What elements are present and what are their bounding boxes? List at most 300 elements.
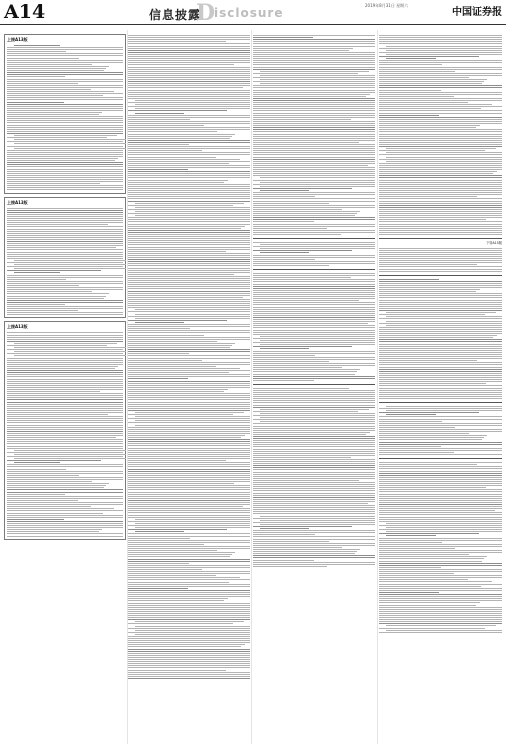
- text-line: [7, 220, 123, 221]
- text-line: [253, 188, 352, 189]
- text-line: [128, 609, 250, 610]
- text-line: [379, 333, 502, 334]
- text-line: [379, 264, 477, 265]
- text-line: [253, 127, 375, 128]
- text-line: [253, 463, 375, 464]
- text-line: [379, 412, 479, 413]
- text-line: [253, 138, 375, 139]
- text-line: [386, 148, 495, 149]
- text-line: [7, 402, 123, 403]
- text-line: [128, 603, 250, 604]
- text-line: [128, 460, 226, 461]
- text-line: [7, 231, 123, 232]
- text-line: [7, 536, 123, 537]
- text-line: [128, 134, 235, 135]
- text-line: [379, 344, 502, 345]
- text-line: [379, 632, 502, 633]
- text-line: [386, 414, 435, 415]
- text-line: [7, 460, 101, 461]
- text-line: [253, 250, 352, 251]
- text-line: [379, 466, 502, 467]
- text-line: [260, 413, 375, 414]
- text-line: [253, 415, 375, 416]
- text-line: [253, 64, 375, 65]
- text-line: [7, 89, 91, 90]
- text-line: [135, 318, 250, 319]
- text-line: [386, 157, 502, 158]
- text-line: [7, 249, 123, 250]
- text-line: [14, 462, 60, 463]
- text-line: [260, 186, 375, 187]
- text-line: [128, 161, 250, 162]
- text-line: [253, 277, 351, 278]
- text-line: [128, 163, 229, 164]
- text-line: [128, 75, 250, 76]
- text-line: [128, 554, 232, 555]
- text-line: [128, 575, 216, 576]
- text-line: [253, 257, 375, 258]
- text-line: [253, 313, 375, 314]
- text-line: [14, 135, 117, 136]
- text-line: [379, 41, 502, 42]
- text-line: [128, 466, 250, 467]
- text-line: [128, 655, 250, 656]
- masthead-logo: 中国证券报: [452, 7, 502, 18]
- text-line: [128, 263, 250, 264]
- text-line: [253, 564, 375, 565]
- text-line: [253, 213, 357, 214]
- text-line: [253, 265, 329, 266]
- text-line: [128, 284, 250, 285]
- text-line: [128, 402, 250, 403]
- text-line: [7, 281, 123, 282]
- text-block: [253, 242, 375, 266]
- text-line: [128, 544, 204, 545]
- text-line: [128, 487, 250, 488]
- text-line: [7, 385, 123, 386]
- text-line: [14, 355, 126, 356]
- text-line: [128, 337, 250, 338]
- text-line: [253, 290, 375, 291]
- text-line: [128, 448, 250, 449]
- text-line: [379, 159, 502, 160]
- text-line: [7, 277, 123, 278]
- text-line: [135, 100, 250, 101]
- text-line: [253, 228, 327, 229]
- text-line: [379, 123, 502, 124]
- text-line: [128, 305, 250, 306]
- text-line: [379, 377, 502, 378]
- text-line: [253, 321, 375, 322]
- text-line: [253, 165, 368, 166]
- text-line: [128, 71, 250, 72]
- text-line: [128, 439, 250, 440]
- text-line: [7, 256, 123, 257]
- text-line: [128, 628, 250, 629]
- text-line: [253, 87, 375, 88]
- text-line: [14, 268, 126, 269]
- text-line: [253, 411, 358, 412]
- text-line: [7, 279, 66, 280]
- text-line: [253, 388, 349, 389]
- text-line: [7, 237, 123, 238]
- text-line: [379, 228, 502, 229]
- text-line: [7, 527, 123, 528]
- column-3: [253, 34, 375, 742]
- text-line: [128, 330, 250, 331]
- text-line: [128, 282, 250, 283]
- text-line: [7, 397, 123, 398]
- text-line: [14, 450, 126, 451]
- text-line: [135, 207, 250, 208]
- text-line: [253, 131, 375, 132]
- text-line: [379, 327, 502, 328]
- text-line: [379, 514, 502, 515]
- text-line: [128, 261, 250, 262]
- text-line: [128, 429, 250, 430]
- text-line: [379, 369, 502, 370]
- text-line: [379, 87, 502, 88]
- section-title-en: isclosure: [214, 6, 284, 20]
- text-line: [128, 186, 250, 187]
- text-line: [253, 115, 375, 116]
- text-line: [379, 117, 502, 118]
- text-line: [379, 102, 468, 103]
- text-line: [128, 175, 250, 176]
- text-line: [7, 58, 79, 59]
- text-line: [7, 374, 123, 375]
- text-line: [7, 239, 123, 240]
- text-line: [379, 219, 486, 220]
- text-line: [128, 408, 250, 409]
- text-line: [253, 234, 341, 235]
- text-line: [379, 454, 502, 455]
- text-line: [379, 39, 502, 40]
- text-line: [7, 523, 123, 524]
- text-line: [253, 35, 375, 36]
- text-line: [260, 409, 369, 410]
- text-line: [379, 85, 502, 86]
- text-line: [128, 355, 250, 356]
- text-line: [379, 569, 502, 570]
- text-line: [253, 434, 366, 435]
- text-line: [128, 638, 250, 639]
- text-line: [253, 219, 375, 220]
- text-line: [7, 364, 123, 365]
- text-line: [128, 479, 250, 480]
- text-line: [253, 400, 375, 401]
- text-line: [7, 229, 123, 230]
- text-line: [7, 393, 123, 394]
- text-line: [253, 332, 375, 333]
- text-line: [253, 315, 375, 316]
- text-line: [128, 328, 190, 329]
- text-line: [7, 408, 123, 409]
- text-line: [379, 106, 502, 107]
- text-line: [128, 376, 250, 377]
- text-line: [253, 459, 375, 460]
- text-line: [128, 165, 250, 166]
- text-line: [253, 547, 342, 548]
- text-line: [7, 383, 123, 384]
- text-line: [379, 92, 502, 93]
- text-line: [379, 508, 502, 509]
- text-line: [128, 173, 250, 174]
- text-line: [253, 275, 375, 276]
- text-line: [253, 402, 375, 403]
- text-line: [253, 507, 375, 508]
- text-line: [135, 634, 250, 635]
- text-line: [260, 520, 375, 521]
- text-line: [253, 444, 375, 445]
- text-line: [253, 144, 375, 145]
- text-line: [253, 62, 375, 63]
- column-1: [4, 34, 126, 742]
- text-line: [7, 479, 123, 480]
- text-line: [7, 289, 123, 290]
- text-line: [128, 240, 250, 241]
- text-line: [128, 649, 250, 650]
- text-line: [253, 39, 375, 40]
- text-line: [379, 211, 502, 212]
- text-line: [379, 373, 502, 374]
- text-line: [7, 122, 123, 123]
- text-line: [128, 579, 250, 580]
- text-line: [379, 269, 502, 270]
- text-line: [7, 381, 123, 382]
- text-line: [379, 279, 439, 280]
- text-line: [253, 37, 313, 38]
- text-line: [379, 248, 502, 249]
- text-line: [7, 243, 123, 244]
- page-header: [0, 0, 506, 25]
- text-line: [128, 349, 250, 350]
- text-line: [379, 323, 502, 324]
- text-line: [128, 573, 250, 574]
- text-line: [379, 180, 502, 181]
- text-line: [379, 473, 502, 474]
- text-line: [7, 521, 123, 522]
- text-line: [253, 446, 375, 447]
- text-line: [253, 511, 375, 512]
- text-line: [7, 131, 123, 132]
- text-line: [128, 117, 250, 118]
- text-line: [128, 437, 241, 438]
- text-line: [128, 67, 250, 68]
- text-line: [253, 205, 375, 206]
- section-title-en-initial: D: [196, 0, 216, 26]
- text-line: [128, 483, 234, 484]
- text-line: [7, 87, 123, 88]
- text-line: [379, 62, 502, 63]
- column-4: [379, 34, 502, 742]
- text-line: [7, 152, 123, 153]
- text-line: [128, 125, 204, 126]
- text-line: [7, 208, 123, 209]
- text-line: [128, 79, 250, 80]
- text-line: [7, 433, 123, 434]
- text-line: [379, 64, 442, 65]
- text-line: [379, 173, 493, 174]
- text-line: [7, 83, 78, 84]
- text-line: [7, 504, 123, 505]
- text-line: [253, 98, 375, 99]
- text-line: [379, 258, 502, 259]
- text-line: [253, 108, 375, 109]
- text-line: [379, 217, 502, 218]
- text-line: [128, 316, 250, 317]
- text-line: [379, 390, 502, 391]
- text-line: [128, 619, 250, 620]
- text-line: [7, 494, 65, 495]
- text-line: [7, 60, 123, 61]
- text-line: [14, 264, 126, 265]
- text-line: [253, 246, 375, 247]
- text-line: [128, 92, 250, 93]
- block-divider: [379, 458, 502, 459]
- text-line: [7, 118, 123, 119]
- text-line: [379, 558, 484, 559]
- text-line: [260, 252, 309, 253]
- text-line: [386, 410, 502, 411]
- text-line: [128, 452, 250, 453]
- text-line: [253, 442, 375, 443]
- text-line: [386, 152, 502, 153]
- text-line: [386, 312, 495, 313]
- text-line: [253, 390, 375, 391]
- text-line: [379, 435, 487, 436]
- text-line: [128, 471, 250, 472]
- text-line: [253, 85, 375, 86]
- text-line: [128, 159, 240, 160]
- text-line: [379, 485, 502, 486]
- text-line: [7, 97, 123, 98]
- text-line: [128, 110, 227, 111]
- text-line: [379, 487, 486, 488]
- text-line: [128, 667, 250, 668]
- text-line: [379, 73, 502, 74]
- text-line: [253, 163, 375, 164]
- text-line: [128, 224, 250, 225]
- text-line: [260, 421, 375, 422]
- text-line: [379, 196, 477, 197]
- text-line: [253, 545, 375, 546]
- text-line: [128, 670, 226, 671]
- text-line: [7, 166, 123, 167]
- text-line: [128, 196, 250, 197]
- text-line: [128, 672, 250, 673]
- text-line: [379, 433, 469, 434]
- text-line: [7, 233, 123, 234]
- text-line: [7, 254, 123, 255]
- text-line: [135, 203, 244, 204]
- text-line: [379, 131, 502, 132]
- text-line: [379, 425, 502, 426]
- text-line: [128, 393, 250, 394]
- text-line: [379, 283, 502, 284]
- text-line: [128, 41, 226, 42]
- text-line: [128, 152, 250, 153]
- text-line: [379, 71, 455, 72]
- text-line: [128, 496, 250, 497]
- text-line: [128, 192, 250, 193]
- text-line: [128, 209, 250, 210]
- text-line: [379, 500, 502, 501]
- text-line: [7, 70, 104, 71]
- text-line: [128, 512, 250, 513]
- text-line: [135, 113, 184, 114]
- text-line: [128, 297, 243, 298]
- text-line: [379, 494, 502, 495]
- text-line: [260, 340, 375, 341]
- text-line: [128, 326, 250, 327]
- text-line: [7, 252, 123, 253]
- text-line: [7, 210, 123, 211]
- text-line: [135, 314, 250, 315]
- text-line: [128, 311, 250, 312]
- text-line: [260, 182, 375, 183]
- text-line: [253, 369, 360, 370]
- text-line: [128, 280, 250, 281]
- text-line: [253, 142, 359, 143]
- text-line: [128, 217, 250, 218]
- text-line: [379, 538, 502, 539]
- text-line: [379, 121, 502, 122]
- text-line: [7, 302, 123, 303]
- text-line: [128, 481, 250, 482]
- text-line: [128, 96, 250, 97]
- text-line: [128, 456, 250, 457]
- text-line: [14, 139, 126, 140]
- text-line: [379, 512, 502, 513]
- text-line: [253, 436, 375, 437]
- text-line: [135, 309, 250, 310]
- text-line: [253, 41, 375, 42]
- text-line: [128, 504, 250, 505]
- text-line: [253, 52, 375, 53]
- text-line: [128, 540, 250, 541]
- text-line: [7, 427, 123, 428]
- text-line: [128, 278, 250, 279]
- text-line: [7, 53, 123, 54]
- text-line: [128, 291, 250, 292]
- text-line: [128, 244, 250, 245]
- text-line: [7, 95, 103, 96]
- text-line: [128, 255, 250, 256]
- text-line: [379, 302, 502, 303]
- text-line: [379, 594, 502, 595]
- text-line: [253, 146, 375, 147]
- text-line: [128, 374, 250, 375]
- text-line: [379, 416, 502, 417]
- text-line: [253, 209, 342, 210]
- text-line: [7, 55, 123, 56]
- text-line: [379, 256, 502, 257]
- text-line: [128, 596, 250, 597]
- text-line: [253, 298, 375, 299]
- text-line: [253, 119, 351, 120]
- text-line: [128, 77, 250, 78]
- text-line: [253, 394, 375, 395]
- text-line: [128, 190, 250, 191]
- text-line: [379, 254, 502, 255]
- text-line: [128, 435, 245, 436]
- text-line: [253, 92, 375, 93]
- text-line: [7, 519, 64, 520]
- text-line: [128, 561, 250, 562]
- text-line: [379, 375, 502, 376]
- text-line: [7, 341, 123, 342]
